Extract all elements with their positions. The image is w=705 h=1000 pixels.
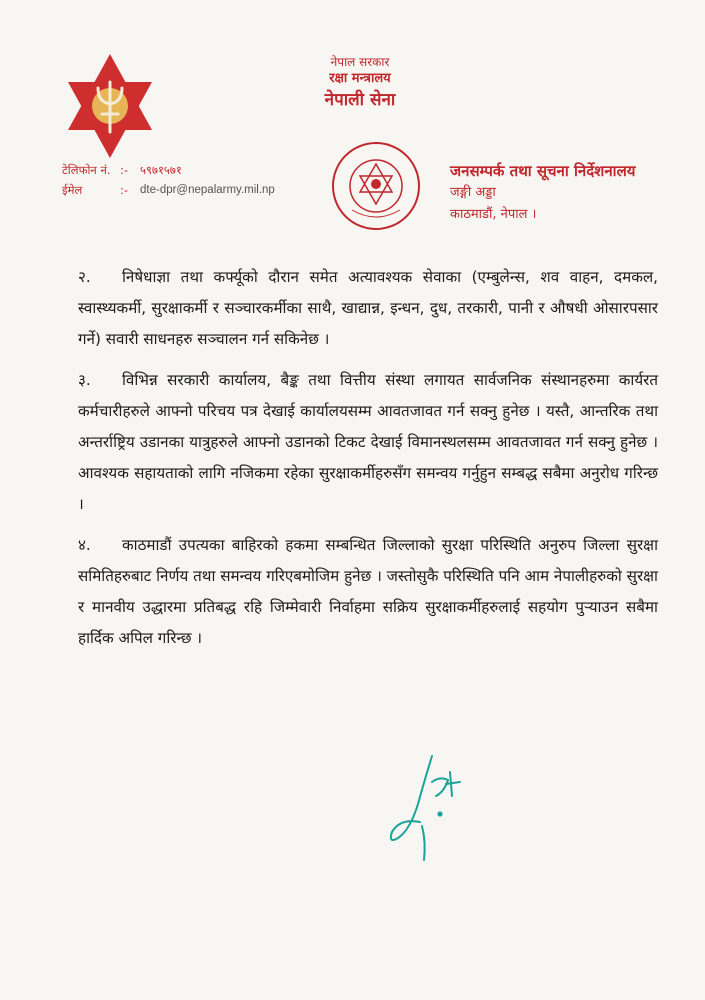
email-separator: :- xyxy=(120,183,129,197)
paragraph-text: विभिन्न सरकारी कार्यालय, बैङ्क तथा वित्तीय संस्था लगायत सार्वजनिक संस्थानहरुमा कार्यरत कर्मचारीहरुले आफ्नो परिचय पत्र देखाई कार्यालयसम्म आवतजावत गर्न सक्नु हुनेछ । यस्तै, आन्तरिक तथा अन्तर्राष्ट्रिय उडानका यात्रुहरुले आफ्नो उडानको टिकट देखाई विमानस्थलसम्म आवतजावत गर्न सक्नु हुनेछ । आवश्यक सहायताको लागि नजिकमा रहेका सुरक्षाकर्मीहरुसँग समन्वय गर्नुहुन सम्बद्ध सबैमा अनुरोध गरिन्छ । xyxy=(78,370,658,514)
directorate-seal-icon xyxy=(330,140,422,232)
phone-value: ५९७१५७१ xyxy=(140,163,182,177)
directorate-title: जनसम्पर्क तथा सूचना निर्देशनालय xyxy=(450,162,636,180)
ministry-heading xyxy=(300,54,420,112)
contact-block xyxy=(62,160,275,200)
paragraph-text: काठमाडौं उपत्यका बाहिरको हकमा सम्बन्धित जिल्लाको सुरक्षा परिस्थिति अनुरुप जिल्ला सुरक्षा समितिहरुबाट निर्णय तथा समन्वय गरिएबमोजिम हुनेछ । जस्तोसुकै परिस्थिति पनि आम नेपालीहरुको सुरक्षा र मानवीय उद्धारमा प्रतिबद्ध रहि जिम्मेवारी निर्वाहमा सक्रिय सुरक्षाकर्मीहरुलाई सहयोग पुर्‍याउन सबैमा हार्दिक अपिल गरिन्छ । xyxy=(78,535,658,648)
phone-row xyxy=(62,160,275,180)
paragraph-3 xyxy=(78,365,658,521)
email-row xyxy=(62,180,275,200)
paragraph-number: ४. xyxy=(78,535,91,554)
signature-icon xyxy=(380,752,480,862)
directorate-address: काठमाडौं, नेपाल । xyxy=(450,207,537,222)
paragraph-2 xyxy=(78,262,658,356)
paragraph-number: २. xyxy=(78,268,91,286)
paragraph-text: निषेधाज्ञा तथा कर्फ्यूको दौरान समेत अत्यावश्यक सेवाका (एम्बुलेन्स, शव वाहन, दमकल, स्वास्थ्यकर्मी, सुरक्षाकर्मी र सञ्चारकर्मीका साथै, खाद्यान्न, इन्धन, दुध, तरकारी, पानी र औषधी ओसारपसार गर्ने) सवारी साधनहरु सञ्चालन गर्न सकिनेछ । xyxy=(78,268,658,349)
phone-label: टेलिफोन नं. xyxy=(62,163,111,177)
directorate-block xyxy=(450,160,635,226)
nepal-army-emblem-icon xyxy=(60,52,160,160)
paragraph-4 xyxy=(78,530,658,655)
gov-line-nepal-sarkar: नेपाल सरकार xyxy=(330,55,390,69)
email-label: ईमेल xyxy=(62,183,83,197)
gov-line-army: नेपाली सेना xyxy=(324,90,396,110)
gov-line-ministry: रक्षा मन्त्रालय xyxy=(329,71,391,86)
directorate-location: जङ्गी अड्डा xyxy=(450,185,496,200)
paragraph-number: ३. xyxy=(78,370,91,389)
phone-separator: :- xyxy=(120,163,129,177)
email-value: dte-dpr@nepalarmy.mil.np xyxy=(140,184,275,196)
letter-body xyxy=(78,262,658,663)
